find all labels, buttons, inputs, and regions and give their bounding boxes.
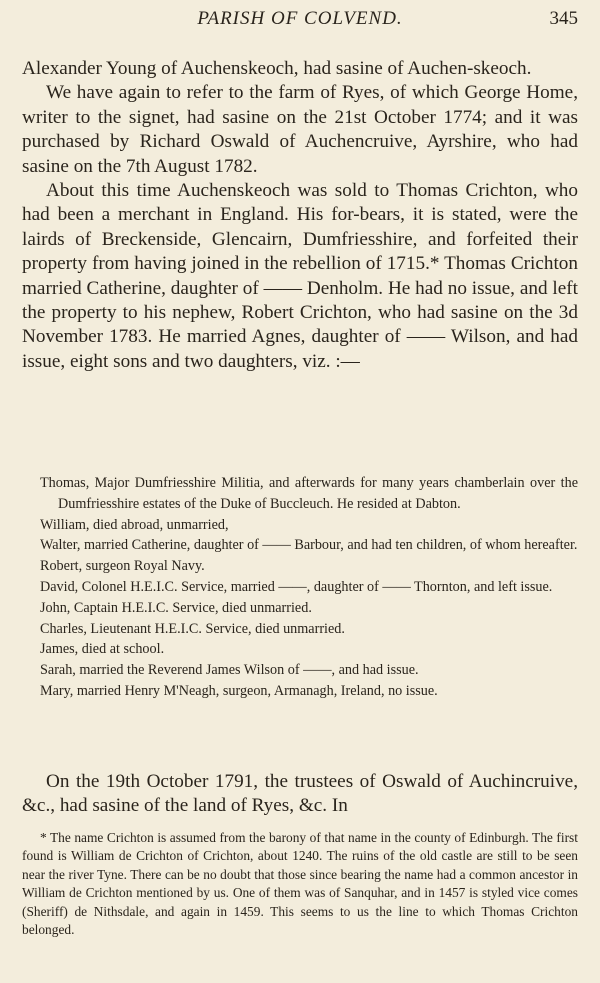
footnote [22,829,578,939]
continuation-text [22,770,578,819]
footnote-text: * The name Crichton is assumed from the barony of that name in the county of Edinburgh. The first found is William de Crichton of Crichton, about 1240. The ruins of the old castle are still to be seen near the river Tyne. There can be no doubt that those since bearing the name had a common ancestor in William de Crichton mentioned by us. One of them was of Sanquhar, and in 1457 is styled vice comes (Sheriff) de Nithsdale, and again in 1459. This seems to us the line to which Thomas Crichton belonged. [22,830,578,938]
list-item: Robert, surgeon Royal Navy. [40,558,205,575]
paragraph-ryes-farm: We have again to refer to the farm of Ryes, of which George Home, writer to the signet, had sasine on the 21st October 1774; and it was purchased by Richard Oswald of Auchencruive, Ayrshire, who had sasine on the 7th August 1782. [22,82,578,177]
list-item: William, died abroad, unmarried, [40,516,229,533]
page-header [18,8,582,32]
list-item: Walter, married Catherine, daughter of —— Barbour, and had ten children, of whom hereafter. [40,537,578,554]
paragraph-oswald-trustees: On the 19th October 1791, the trustees of Oswald of Auchincruive, &c., had sasine of the land of Ryes, &c. In [22,771,578,817]
list-item: James, died at school. [40,641,165,658]
children-list [40,473,578,702]
paragraph-auchenskeoch-sasine: Alexander Young of Auchenskeoch, had sasine of Auchen-skeoch. [22,58,532,79]
list-item: Charles, Lieutenant H.E.I.C. Service, died unmarried. [40,620,345,637]
list-item: Thomas, Major Dumfriesshire Militia, and afterwards for many years chamberlain over the Dumfriesshire estates of the Duke of Buccleuch. He resided at Dabton. [40,475,578,512]
main-text [22,57,578,374]
page-number: 345 [549,8,578,29]
paragraph-thomas-crichton: About this time Auchenskeoch was sold to Thomas Crichton, who had been a merchant in England. His for-bears, it is stated, were the lairds of Breckenside, Glencairn, Dumfriesshire, and forfeited their property from having joined in the rebellion of 1715.* Thomas Crichton married Catherine, daughter of —— Denholm. He had no issue, and left the property to his nephew, Robert Crichton, who had sasine on the 3d November 1783. He married Agnes, daughter of —— Wilson, and had issue, eight sons and two daughters, viz. :— [22,180,578,372]
list-item: Sarah, married the Reverend James Wilson of ——, and had issue. [40,662,419,679]
list-item: Mary, married Henry M'Neagh, surgeon, Armanagh, Ireland, no issue. [40,682,438,699]
running-title: PARISH OF COLVEND. [197,8,403,29]
list-item: David, Colonel H.E.I.C. Service, married ——, daughter of —— Thornton, and left issue. [40,578,553,595]
list-item: John, Captain H.E.I.C. Service, died unmarried. [40,599,312,616]
